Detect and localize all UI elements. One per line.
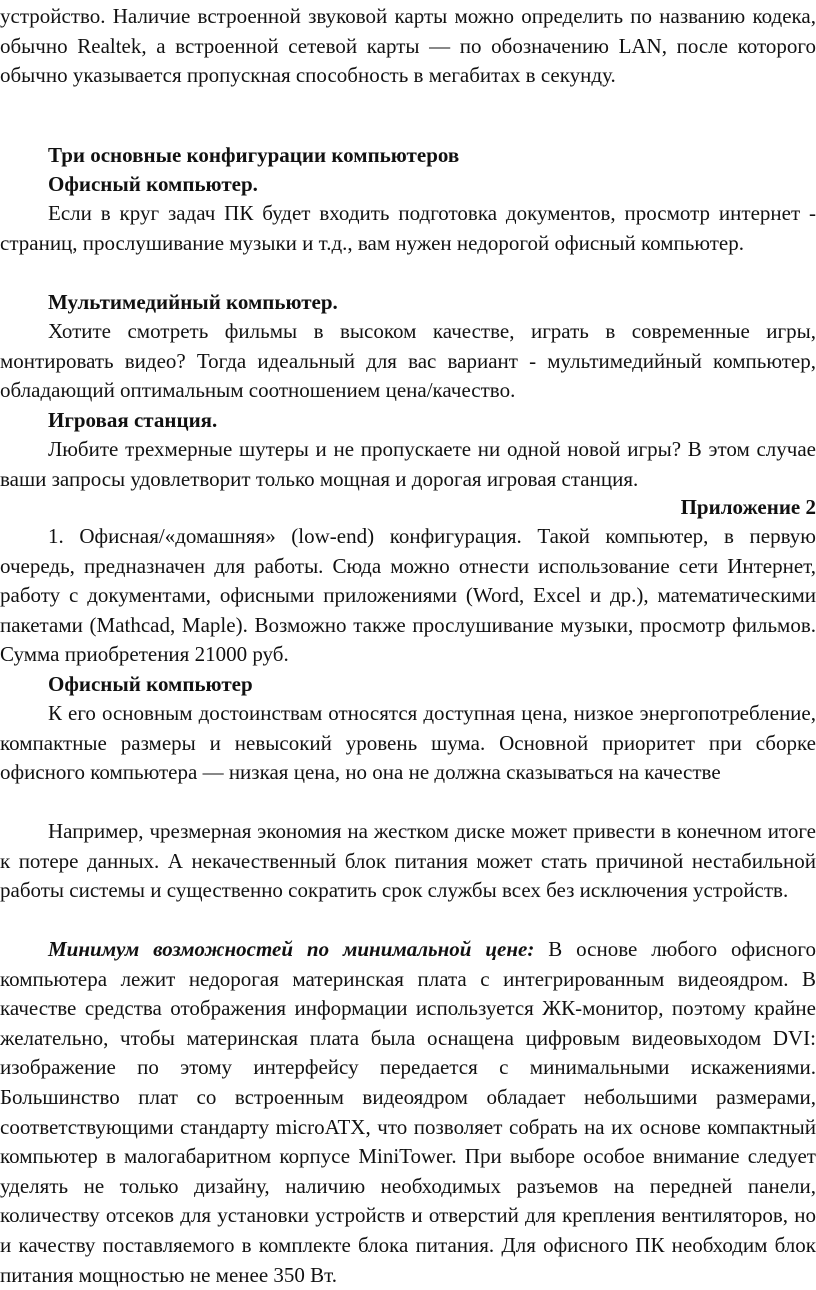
advantages-paragraph: К его основным достоинствам относятся доступная цена, низкое энергопотребление, компактные размеры и невысокий уровень шума. Основной приоритет при сборке офисного компьютера — низкая цена, но она не должна сказываться на качестве — [0, 701, 816, 785]
multimedia-paragraph: Хотите смотреть фильмы в высоком качестве, играть в современные игры, монтировать видео? Тогда идеальный для вас вариант - мультимедийный компьютер, обладающий оптимальным соотношением цена/качество. — [0, 319, 816, 403]
section-heading-three-configurations: Три основные конфигурации компьютеров — [48, 143, 460, 167]
gaming-paragraph: Любите трехмерные шутеры и не пропускаете ни одной новой игры? В этом случае ваши запросы удовлетворит только мощная и дорогая игровая станция. — [0, 437, 816, 491]
heading-office-computer: Офисный компьютер. — [48, 172, 258, 196]
heading-office-computer-2: Офисный компьютер — [48, 672, 253, 696]
minimum-features-lead: Минимум возможностей по минимальной цене: — [48, 937, 535, 961]
minimum-features-paragraph — [0, 935, 816, 1290]
office-paragraph: Если в круг задач ПК будет входить подготовка документов, просмотр интернет - страниц, прослушивание музыки и т.д., вам нужен недорогой офисный компьютер. — [0, 201, 816, 255]
example-paragraph: Например, чрезмерная экономия на жестком диске может привести в конечном итоге к потере данных. А некачественный блок питания может стать причиной нестабильной работы системы и существенно сократить срок службы всех без исключения устройств. — [0, 819, 816, 903]
appendix-label: Приложение 2 — [680, 495, 816, 519]
heading-multimedia-computer: Мультимедийный компьютер. — [48, 290, 338, 314]
low-end-configuration-paragraph: 1. Офисная/«домашняя» (low-end) конфигурация. Такой компьютер, в первую очередь, предназначен для работы. Сюда можно отнести использование сети Интернет, работу с документами, офисными приложениями (Word, Excel и др.), математическими пакетами (Mathcad, Maple). Возможно также прослушивание музыки, просмотр фильмов. Сумма приобретения 21000 руб. — [0, 524, 816, 667]
heading-gaming-station: Игровая станция. — [48, 408, 218, 432]
minimum-features-text: В основе любого офисного компьютера лежит недорогая материнская плата с интегрированным видеоядром. В качестве средства отображения информации используется ЖК-монитор, поэтому крайне желательно, чтобы материнская плата была оснащена цифровым видеовыходом DVI: изображение по этому интерфейсу передается с минимальными искажениями. Большинство плат со встроенным видеоядром обладает небольшими размерами, соответствующими стандарту microATX, что позволяет собрать на их основе компактный компьютер в малогабаритном корпусе MiniTower. При выборе особое внимание следует уделять не только дизайну, наличию необходимых разъемов на передней панели, количеству отсеков для установки устройств и отверстий для крепления вентиляторов, но и качеству поставляемого в комплекте блока питания. Для офисного ПК необходим блок питания мощностью не менее 350 Вт. — [0, 937, 816, 1287]
intro-paragraph: устройство. Наличие встроенной звуковой карты можно определить по названию кодека, обычно Realtek, а встроенной сетевой карты — по обозначению LAN, после которого обычно указывается пропускная способность в мегабитах в секунду. — [0, 4, 816, 88]
